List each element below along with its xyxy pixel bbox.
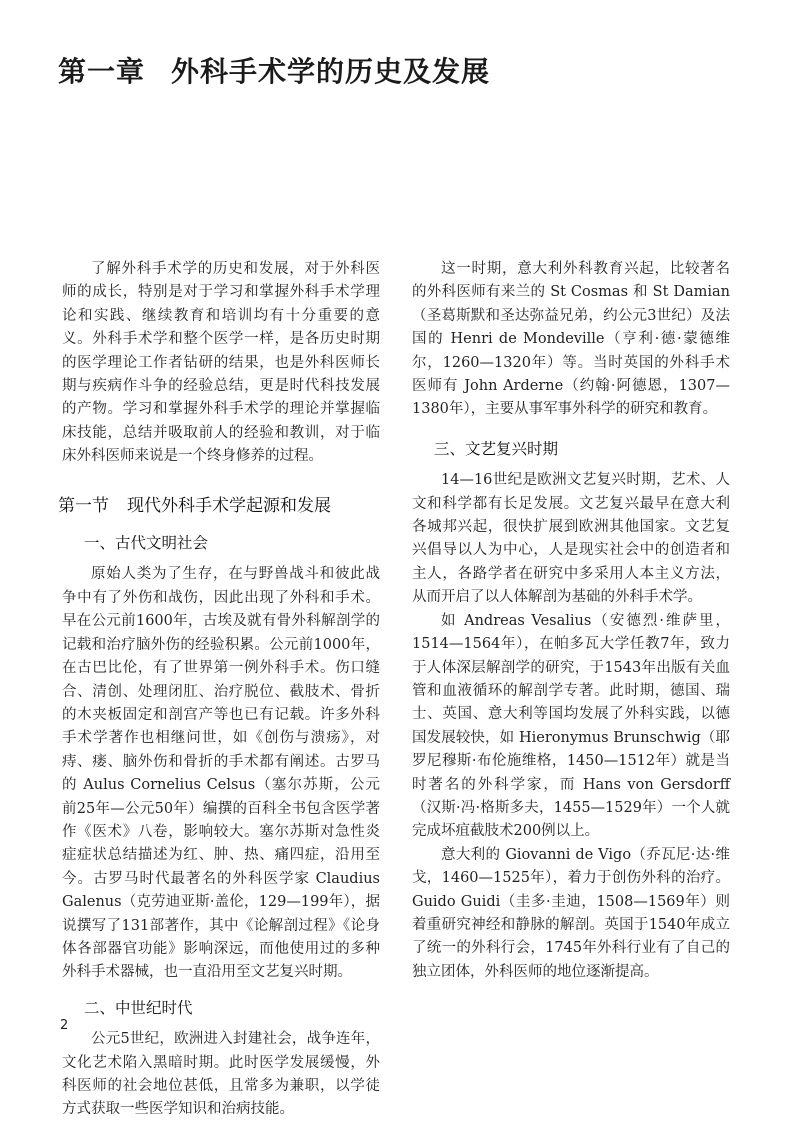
section-number: 第一节 [58, 495, 109, 516]
intro-paragraph: 了解外科手术学的历史和发展，对于外科医师的成长，特别是对于学习和掌握外科手术学理论和实践、继续教育和培训均有十分重要的意义。外科手术学和整个医学一样，是各历史时期的医学理论工作者钻研的结果，也是外科医师长期与疾病作斗争的经验总结，更是时代科技发展的产物。学习和掌握外科手术学的理论并掌握临床技能，总结并吸取前人的经验和教训，对于临床外科医师来说是一个终身修养的过程。 [62, 261, 380, 465]
page-number: 2 [60, 1018, 69, 1033]
renaissance-paragraph-1: 14—16世纪是欧洲文艺复兴时期，艺术、人文和科学都有长足发展。文艺复兴最早在意大利各城邦兴起，很快扩展到欧洲其他国家。文艺复兴倡导以人为中心，人是现实社会中的创造者和主人，各路学者在研究中多采用人本主义方法，从而开启了以人体解剖为基础的外科手术学。 [412, 472, 730, 606]
ancient-paragraph: 原始人类为了生存，在与野兽战斗和彼此战争中有了外伤和战伤，因此出现了外科和手术。早在公元前1600年，古埃及就有骨外科解剖学的记载和治疗脑外伤的经验积累。公元前1000年，在古巴比伦，有了世界第一例外科手术。伤口缝合、清创、处理闭肛、治疗脱位、截肢术、骨折的木夹板固定和剖宫产等也已有记载。许多外科手术学著作也相继问世，如《创伤与溃疡》，对痔、瘘、脑外伤和骨折的手术都有阐述。古罗马的 Aulus Cornelius Celsus（塞尔苏斯，公元前25年—公元50年）编撰的百科全书包含医学著作《医术》八卷，影响较大。塞尔苏斯对急性炎症症状总结描述为红、肿、热、痛四症，沿用至今。古罗马时代最著名的外科医学家 Claudius Galenus（克劳迪亚斯·盖伦，129—199年），据说撰写了131部著作，其中《论解剖过程》《论身体各部器官功能》影响深远，而他使用过的多种外科手术器械，也一直沿用至文艺复兴时期。 [62, 566, 380, 981]
right-column [412, 258, 730, 984]
renaissance-paragraph-2: 如 Andreas Vesalius（安德烈·维萨里，1514—1564年），在帕多瓦大学任教7年，致力于人体深层解剖学的研究，于1543年出版有关血管和血液循环的解剖学专著。此时期，德国、瑞士、英国、意大利等国均发展了外科实践，以德国发展较快，如 Hieronymus Brunschwig（耶罗尼穆斯·布伦施维格，1450—1512年）就是当时著名的外科学家，而 Hans von Gersdorff（汉斯·冯·格斯多夫，1455—1529年）一个人就完成坏疽截肢术200例以上。 [412, 612, 730, 840]
section-title: 现代外科手术学起源和发展 [127, 495, 331, 516]
chapter-name: 外科手术学的历史及发展 [171, 55, 491, 88]
subsection-heading-renaissance: 三、文艺复兴时期 [434, 439, 559, 458]
section-heading [58, 495, 380, 518]
medieval-paragraph-2: 这一时期，意大利外科教育兴起，比较著名的外科医师有来兰的 St Cosmas 和 St Damian（圣葛斯默和圣达弥益兄弟，约公元3世纪）及法国的 Henri de Mondeville（亨利·德·蒙德维尔，1260—1320年）等。当时英国的外科手术医师有 John Arderne（约翰·阿德恩，1307—1380年），主要从事军事外科学的研究和教育。 [412, 261, 730, 418]
left-column [58, 258, 380, 1122]
subsection-heading-ancient: 一、古代文明社会 [84, 534, 209, 553]
chapter-number: 第一章 [58, 55, 146, 88]
medieval-paragraph-1: 公元5世纪，欧洲进入封建社会，战争连年，文化艺术陷入黑暗时期。此时医学发展缓慢，外科医师的社会地位甚低，且常多为兼职，以学徒方式获取一些医学知识和治病技能。 [62, 1031, 380, 1118]
subsection-heading-medieval: 二、中世纪时代 [84, 998, 193, 1017]
renaissance-paragraph-3: 意大利的 Giovanni de Vigo（乔瓦尼·达·维戈，1460—1525年），着力于创伤外科的治疗。Guido Guidi（圭多·圭迪，1508—1569年）则着重研究神经和静脉的解剖。英国于1540年成立了统一的外科行会，1745年外科行业有了自己的独立团体，外科医师的地位逐渐提高。 [412, 846, 730, 980]
chapter-title [58, 50, 490, 90]
